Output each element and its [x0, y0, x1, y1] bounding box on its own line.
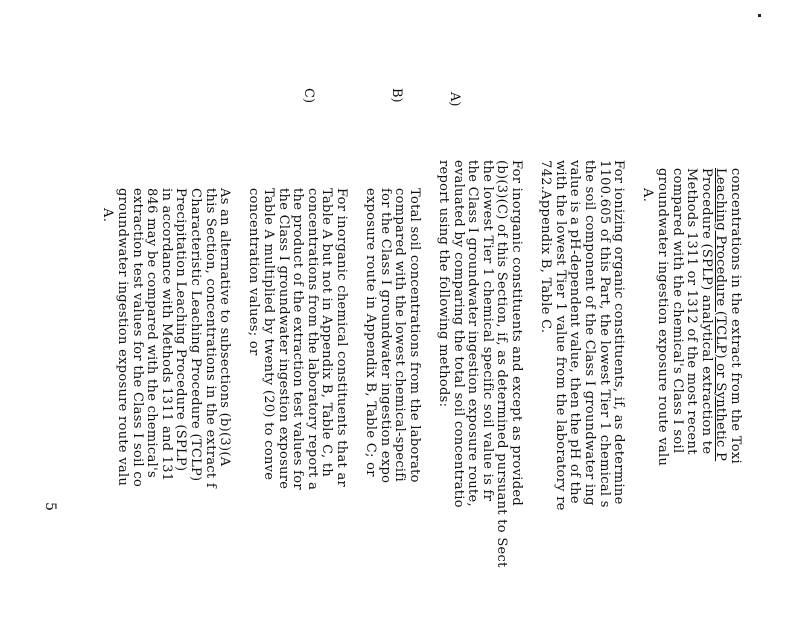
text-line: exposure route in Appendix B, Table C; or [363, 188, 379, 477]
text-line: the soil component of the Class I groundwater ing [582, 160, 598, 506]
text-line: Precipitation Leaching Procedure (SPLP) [173, 188, 189, 472]
text-line: compared with the lowest chemical-specifi [392, 188, 408, 482]
text-line: Table A but not in Appendix B, Table C, th [319, 188, 335, 478]
item-label-c: C) [301, 88, 316, 104]
text-line: with the lowest Tier 1 value from the laboratory re [552, 160, 568, 511]
text-line: For inorganic constituents and except as provided [509, 160, 525, 507]
text-line: Total soil concentrations from the laborato [406, 188, 422, 483]
text-line: this Section, concentrations in the extract f [202, 188, 218, 488]
text-line: the product of the extraction test values for [290, 188, 306, 490]
text-line: value is a pH-dependent value, then the pH of the [567, 160, 583, 504]
text-line: concentration values; or [246, 188, 262, 356]
item-b [246, 160, 348, 630]
scan-speck [758, 14, 761, 17]
text-line: for the Class I groundwater ingestion expo [377, 188, 393, 484]
text-line: Procedure (SPLP) analytical extraction te [698, 168, 714, 455]
text-line: A. [100, 208, 116, 223]
text-line: 1100.605 of this Part, the lowest Tier 1 chemical s [596, 160, 612, 508]
item-label-b: B) [389, 88, 404, 103]
page-number: 5 [42, 502, 58, 511]
text-line: compared with the chemical's Class I soil [669, 168, 685, 454]
text-line: Leaching Procedure (TCLP) or Synthetic P [713, 168, 729, 462]
text-line: 846 may be compared with the chemical's [144, 188, 160, 478]
item-a [363, 160, 421, 630]
text-line: the lowest Tier 1 chemical specific soil value is fr [479, 160, 495, 502]
paragraph-organic [538, 160, 626, 630]
text-line: groundwater ingestion exposure route valu [115, 188, 131, 487]
text-line: (b)(3)(C) of this Section, if, as determined pursuant to Sect [494, 160, 510, 568]
text-line: For ionizing organic constituents, if, as determine [611, 160, 627, 505]
text-line: the Class I groundwater ingestion exposure [275, 188, 291, 490]
text-line: 742.Appendix B, Table C. [538, 160, 554, 334]
paragraph-intro [640, 160, 742, 630]
text-line: Methods 1311 or 1312 of the most recent [684, 168, 700, 455]
item-label-a: A) [447, 92, 462, 107]
text-line: in accordance with Methods 1311 and 131 [158, 188, 174, 482]
text-line: concentrations in the extract from the Toxi [728, 168, 743, 464]
text-line: As an alternative to subsections (b)(3)(A [217, 188, 233, 467]
text-line: the Class I groundwater ingestion exposure route, [465, 160, 481, 507]
item-c [100, 160, 231, 630]
text-line: For inorganic chemical constituents that ar [333, 188, 349, 488]
rotated-document-body [100, 160, 742, 630]
text-line: evaluated by comparing the total soil concentratio [450, 160, 466, 508]
text-line: A. [640, 188, 656, 203]
text-line: concentrations from the laboratory report a [304, 188, 320, 491]
text-line: groundwater ingestion exposure route valu [655, 168, 671, 467]
text-line: extraction test values for the Class I soil co [129, 188, 145, 488]
text-line: report using the following methods: [436, 160, 452, 408]
text-line: Table A multiplied by twenty (20) to conve [261, 188, 276, 481]
paragraph-inorganic [436, 160, 524, 630]
text-line: Characteristic Leaching Procedure (TCLP) [188, 188, 204, 482]
